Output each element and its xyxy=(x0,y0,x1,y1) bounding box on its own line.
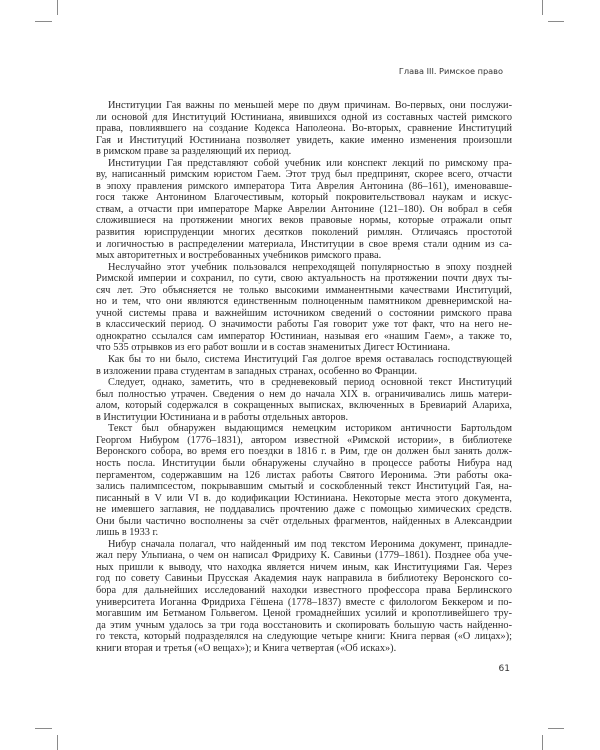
crop-mark xyxy=(542,0,543,15)
text-line: Нибур сначала полагал, что найденный им под текстом Иеронима документ, принадле- xyxy=(108,538,512,550)
crop-mark xyxy=(57,0,58,15)
text-line: ли основой для Институций Юстиниана, явившихся одной из составных частей римского xyxy=(96,111,512,123)
text-line: и логичностью в распределении материала, Институции в свое время стали одним из са- xyxy=(96,238,512,250)
text-line: год по совету Савиньи Прусская Академия наук направила в библиотеку Веронского со- xyxy=(96,573,512,585)
paragraph xyxy=(96,100,512,158)
body-text xyxy=(96,100,512,654)
page-number: 61 xyxy=(498,664,510,674)
text-line: не имевшего заглавия, не поддавались прочтению даже с помощью химических средств. xyxy=(96,504,512,516)
text-line: сяч лет. Это объясняется не только высокими имманентными качествами Институций, xyxy=(96,284,512,296)
text-line: Институции Гая важны по меньшей мере по двум причинам. Во-первых, они послужи- xyxy=(108,100,512,111)
text-line: Следует, однако, заметить, что в средневековый период основной текст Институций xyxy=(108,377,512,389)
text-line: ность посла. Институции были обнаружены случайно в процессе работы Нибура над xyxy=(96,457,512,469)
text-line: в классический период. О значимости работы Гая говорит уже тот факт, что на него не- xyxy=(96,319,512,331)
text-line: ву, написанный римским юристом Гаем. Этот труд был предпринят, скорее всего, отчасти xyxy=(96,169,512,181)
crop-mark xyxy=(542,735,543,750)
text-line: Римской империи и сохранил, по сути, свою актуальность на протяжении почти двух ты- xyxy=(96,273,512,285)
text-line: жал перу Ульпиана, о чем он написал Фридриху К. Савиньи (1779–1861). Позднее оба уче- xyxy=(96,550,512,562)
crop-mark xyxy=(548,21,564,22)
text-line: Институции Гая представляют собой учебник или конспект лекций по римскому пра- xyxy=(108,157,512,169)
paragraph xyxy=(96,354,512,377)
text-line: книги вторая и третья («О вещах»); и Книга четвертая («Об исках»). xyxy=(96,642,397,654)
text-line: университета Иоганна Фридриха Гёшена (1778–1837) вместе с филологом Беккером и по- xyxy=(96,596,512,608)
text-line: Гая и Институций Юстиниана позволяет увидеть, какие именно изменения произошли xyxy=(96,134,512,146)
text-line: в Институции Юстиниана и в работы отдельных авторов. xyxy=(96,411,349,423)
text-line: учной системы права и важнейшим источником сведений о состоянии римского права xyxy=(96,307,512,319)
text-line: го текста, который подразделялся на следующие четыре книги: Книга первая («О лицах»); xyxy=(96,631,512,643)
text-line: ствам, а отчасти при императоре Марке Аврелии Антонине (121–180). Он вобрал в себя xyxy=(96,203,512,215)
paragraph xyxy=(96,539,512,654)
text-line: писанный в V или VI в. до кодификации Юстиниана. Некоторые места этого документа, xyxy=(96,492,512,504)
text-line: зались палимпсестом, покрывавшим смытый и соскобленный текст Институций Гая, на- xyxy=(96,481,512,493)
crop-mark xyxy=(35,21,52,22)
text-line: мых авторитетных и востребованных учебников римского права. xyxy=(96,250,382,262)
text-line: гося также Антонином Благочестивым, который покровительствовал наукам и искус- xyxy=(96,192,512,204)
text-line: что 535 отрывков из его работ вошли и в состав знаменитых Дигест Юстиниана. xyxy=(96,342,451,354)
text-line: пергаментом, содержавшим на 126 листах работы Святого Иеронима. Эти работы ока- xyxy=(96,469,512,481)
text-line: Они были частично восполнены за счёт отдельных фрагментов, найденных в Александрии xyxy=(96,515,512,527)
text-line: Как бы то ни было, система Институций Гая долгое время оставалась господствующей xyxy=(108,354,512,366)
text-line: права, повлиявшего на создание Кодекса Наполеона. Во-вторых, сравнение Институций xyxy=(96,123,512,135)
text-line: Текст был обнаружен выдающимся немецким историком античности Бартольдом xyxy=(108,423,512,435)
text-line: был полностью утрачен. Сведения о нем до начала XIX в. ограничивались лишь матери- xyxy=(96,388,512,400)
text-line: Неслучайно этот учебник пользовался непреходящей популярностью в эпоху поздней xyxy=(108,261,512,273)
text-line: могавшим им Бетманом Гольвегом. Ценой громаднейших усилий и кропотливейшего тру- xyxy=(96,608,512,620)
crop-mark xyxy=(548,728,564,729)
text-line: да этим учным удалось за три года восстановить и скопировать большую часть найденно- xyxy=(96,619,512,631)
crop-mark xyxy=(57,735,58,750)
text-line: сложившиеся на протяжении многих веков правовые нормы, которые отражали опыт xyxy=(96,215,512,227)
paragraph xyxy=(96,262,512,354)
paragraph xyxy=(96,377,512,423)
text-line: бора для дальнейших исследований находки известного профессора права Берлинского xyxy=(96,584,512,596)
text-line: однократно ссылался сам император Юстиниан, называя его «нашим Гаем», а также то, xyxy=(96,330,512,342)
text-line: лишь в 1933 г. xyxy=(96,527,159,539)
text-line: в изложении права студентам в западных странах, особенно во Франции. xyxy=(96,365,418,377)
paragraph xyxy=(96,158,512,262)
paragraph xyxy=(96,423,512,538)
text-line: в римском праве за разделяющий их период. xyxy=(96,146,292,158)
text-line: Веронского собора, во время его поездки в 1816 г. в Рим, где он должен был занять долж- xyxy=(96,446,512,458)
text-line: алом, который содержался в сокращенных выписках, включенных в Бревиарий Алариха, xyxy=(96,400,512,412)
text-line: ных пришли к выводу, что находка является ничем иным, как Институциями Гая. Через xyxy=(96,561,512,573)
crop-mark xyxy=(35,728,52,729)
text-line: но и тем, что они являются единственным полноценным памятником древнеримской на- xyxy=(96,296,512,308)
text-line: в эпоху правления римского императора Тита Аврелия Антонина (86–161), именовавше- xyxy=(96,180,512,192)
running-header: Глава III. Римское право xyxy=(398,66,503,76)
text-line: развития юриспруденции многих десятков поколений римлян. Отличаясь простотой xyxy=(96,227,512,239)
text-line: Георгом Нибуром (1776–1831), автором известной «Римской истории», в библиотеке xyxy=(96,434,512,446)
